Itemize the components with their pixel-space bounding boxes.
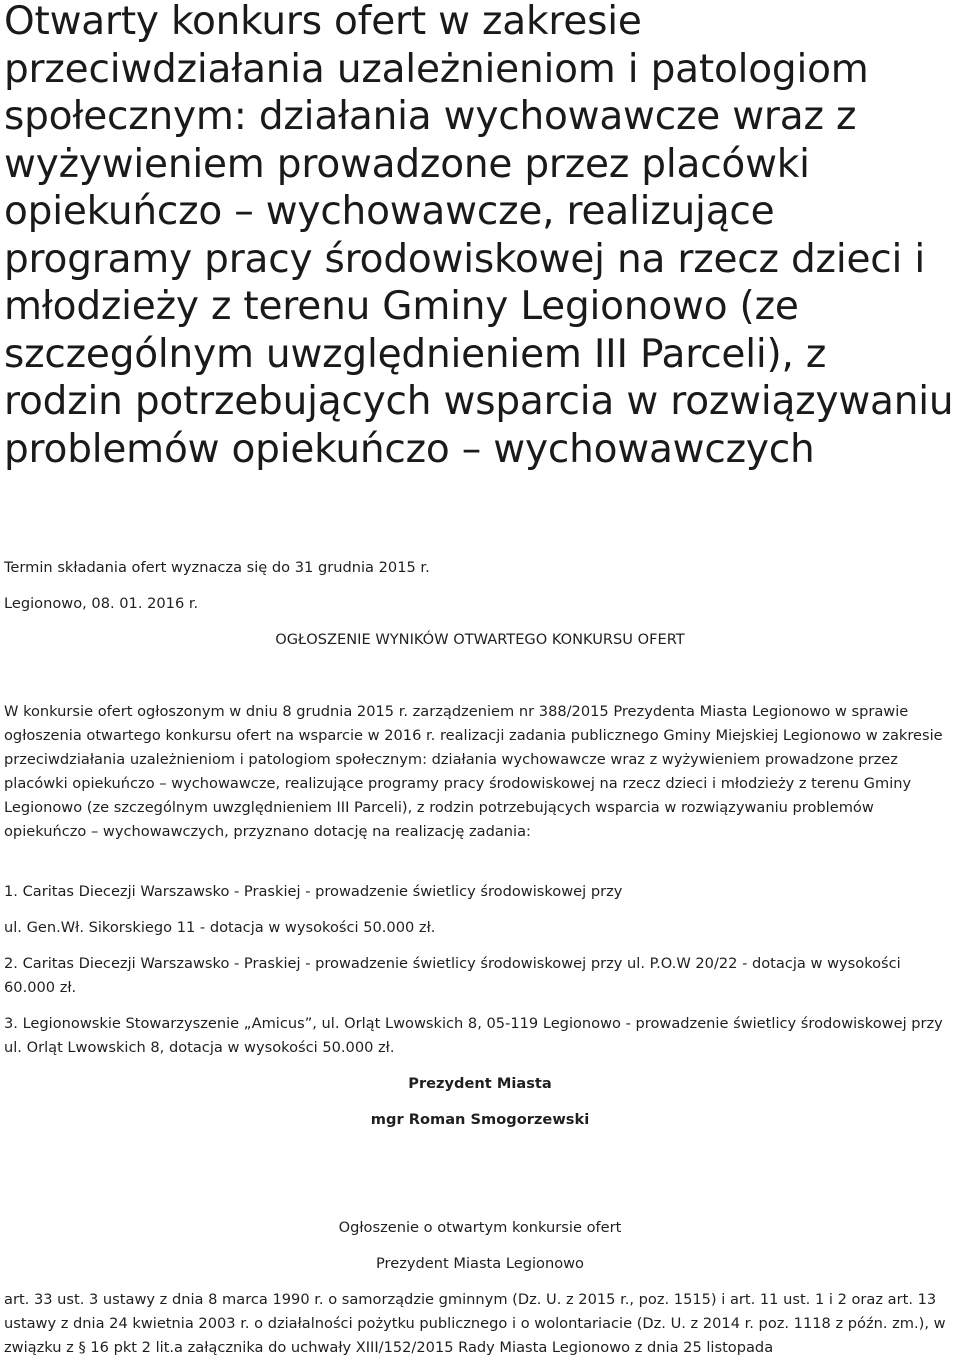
submission-deadline: Termin składania ofert wyznacza się do 31 grudnia 2015 r. [4,559,430,576]
signature-role: Prezydent Miasta [408,1075,552,1092]
grant-item-1-line-1: 1. Caritas Diecezji Warszawsko - Praskiej - prowadzenie świetlicy środowiskowej przy [4,883,623,900]
second-announcement-issuer: Prezydent Miasta Legionowo [376,1255,584,1272]
legal-basis-paragraph: art. 33 ust. 3 ustawy z dnia 8 marca 1990 r. o samorządzie gminnym (Dz. U. z 2015 r., poz. 1515) i art. 11 ust. 1 i 2 oraz art. 13 ustawy z dnia 24 kwietnia 2003 r. o działalności pożytku publicznego i o wolontariacie (Dz. U. z 2014 r. poz. 1118 z późn. zm.), w związku z § 16 pkt 2 lit.a załącznika do uchwały XIII/152/2015 Rady Miasta Legionowo z dnia 25 listopada [4,1291,946,1356]
place-and-date: Legionowo, 08. 01. 2016 r. [4,595,199,612]
document-title: Otwarty konkurs ofert w zakresie przeciwdziałania uzależnieniom i patologiom społecznym: działania wychowawcze wraz z wyżywieniem prowadzone przez placówki opiekuńczo – wychowawcze, realizujące programy pracy środowiskowej na rzecz dzieci i młodzieży z terenu Gminy Legionowo (ze szczególnym uwzględnieniem III Parceli), z rodzin potrzebujących wsparcia w rozwiązywaniu problemów opiekuńczo – wychowawczych [4,0,954,472]
grant-item-2: 2. Caritas Diecezji Warszawsko - Praskiej - prowadzenie świetlicy środowiskowej przy ul. P.O.W 20/22 - dotacja w wysokości 60.000 zł. [4,955,901,996]
announcement-heading: OGŁOSZENIE WYNIKÓW OTWARTEGO KONKURSU OFERT [275,631,685,648]
grant-item-1-line-2: ul. Gen.Wł. Sikorskiego 11 - dotacja w wysokości 50.000 zł. [4,919,436,936]
grant-item-3: 3. Legionowskie Stowarzyszenie „Amicus”, ul. Orląt Lwowskich 8, 05-119 Legionowo - prowadzenie świetlicy środowiskowej przy ul. Orląt Lwowskich 8, dotacja w wysokości 50.000 zł. [4,1015,943,1056]
second-announcement-heading: Ogłoszenie o otwartym konkursie ofert [338,1219,622,1236]
intro-paragraph: W konkursie ofert ogłoszonym w dniu 8 grudnia 2015 r. zarządzeniem nr 388/2015 Prezydenta Miasta Legionowo w sprawie ogłoszenia otwartego konkursu ofert na wsparcie w 2016 r. realizacji zadania publicznego Gminy Miejskiej Legionowo w zakresie przeciwdziałania uzależnieniom i patologiom społecznym: działania wychowawcze wraz z wyżywieniem prowadzone przez placówki opiekuńczo – wychowawcze, realizujące programy pracy środowiskowej na rzecz dzieci i młodzieży z terenu Gminy Legionowo (ze szczególnym uwzględnieniem III Parceli), z rodzin potrzebujących wsparcia w rozwiązywaniu problemów opiekuńczo – wychowawczych, przyznano dotację na realizację zadania: [4,703,943,840]
signature-name: mgr Roman Smogorzewski [370,1111,590,1128]
